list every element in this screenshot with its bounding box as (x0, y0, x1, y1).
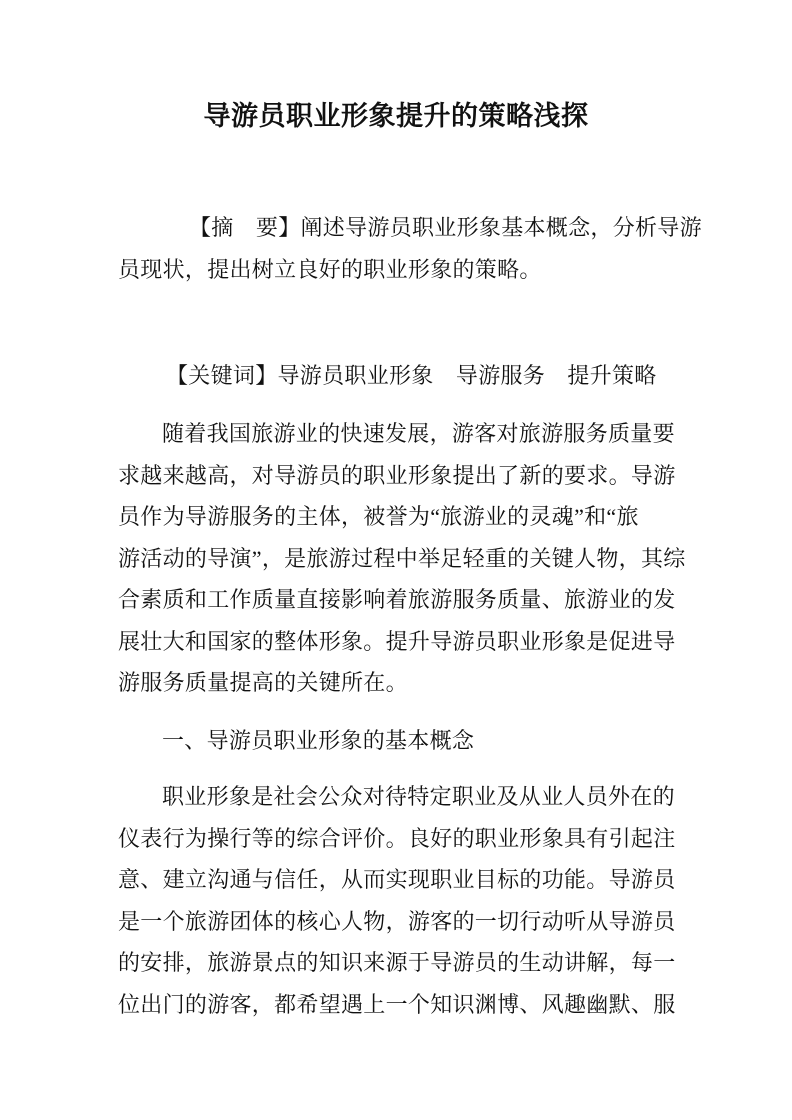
text-line: 员作为导游服务的主体，被誉为“旅游业的灵魂”和“旅 (118, 504, 639, 529)
section-heading (118, 720, 678, 762)
text-line: 职业形象是社会公众对待特定职业及从业人员外在的 (162, 784, 675, 809)
text-line: 求越来越高，对导游员的职业形象提出了新的要求。导游 (118, 462, 676, 488)
intro-paragraph (118, 413, 686, 704)
abstract-line: 【摘 要】阐述导游员职业形象基本概念，分析导游 (189, 215, 702, 240)
document-title: 导游员职业形象提升的策略浅探 (203, 101, 589, 131)
abstract-paragraph (118, 207, 702, 290)
text-line: 展壮大和国家的整体形象。提升导游员职业形象是促进导 (118, 628, 676, 654)
section-body-paragraph (118, 776, 678, 1025)
text-line: 位出门的游客，都希望遇上一个知识渊博、风趣幽默、服 (118, 991, 676, 1017)
text-line: 游活动的导演”，是旅游过程中举足轻重的关键人物，其综 (118, 545, 686, 571)
text-line: 意、建立沟通与信任，从而实现职业目标的功能。导游员 (118, 867, 676, 892)
text-line: 是一个旅游团体的核心人物，游客的一切行动听从导游员 (118, 908, 676, 934)
text-line: 随着我国旅游业的快速发展，游客对旅游服务质量要 (162, 421, 675, 446)
keywords-line: 【关键词】导游员职业形象 导游服务 提升策略 (166, 363, 657, 388)
text-line: 仪表行为操行等的综合评价。良好的职业形象具有引起注 (118, 825, 676, 851)
abstract-line: 员现状，提出树立良好的职业形象的策略。 (118, 256, 542, 282)
text-line: 的安排，旅游景点的知识来源于导游员的生动讲解，每一 (118, 950, 676, 975)
text-line: 游服务质量提高的关键所在。 (118, 670, 408, 695)
section-heading-text: 一、导游员职业形象的基本概念 (162, 728, 475, 753)
text-line: 合素质和工作质量直接影响着旅游服务质量、旅游业的发 (118, 587, 676, 612)
keywords-paragraph (118, 355, 678, 397)
